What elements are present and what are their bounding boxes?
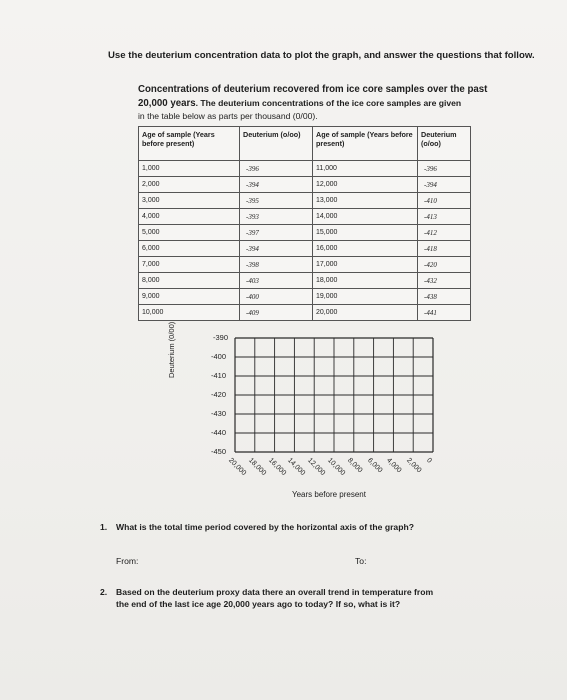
- deuterium-cell: -438: [418, 289, 471, 305]
- x-tick-label: 2,000: [405, 457, 423, 475]
- deuterium-cell: -395: [240, 193, 313, 209]
- table-header-row: [139, 127, 471, 161]
- deuterium-cell: -400: [240, 289, 313, 305]
- deuterium-cell: -412: [418, 225, 471, 241]
- from-label: From:: [116, 556, 139, 566]
- age-cell: 2,000: [139, 177, 240, 193]
- y-tick-label: -390: [213, 333, 229, 342]
- x-tick-label: 14,000: [286, 457, 307, 478]
- table-row: [139, 225, 471, 241]
- y-tick-label: -400: [211, 352, 227, 361]
- x-tick-label: 6,000: [365, 457, 383, 475]
- x-tick-label: 18,000: [246, 457, 267, 478]
- x-tick-label: 16,000: [266, 457, 287, 478]
- deuterium-cell: -420: [418, 257, 471, 273]
- age-cell: 9,000: [139, 289, 240, 305]
- y-axis-label: Deuterium (0/00): [167, 321, 176, 378]
- age-cell: 5,000: [139, 225, 240, 241]
- deuterium-cell: -393: [240, 209, 313, 225]
- deuterium-cell: -409: [240, 305, 313, 321]
- header-deuterium-2: Deuterium (o/oo): [418, 127, 471, 161]
- x-tick-label: 20,000: [227, 457, 248, 478]
- table-row: [139, 241, 471, 257]
- table-row: [139, 305, 471, 321]
- intro-line-1: Concentrations of deuterium recovered from ice core samples over the past: [138, 84, 488, 95]
- deuterium-cell: -397: [240, 225, 313, 241]
- y-tick-label: -420: [211, 390, 227, 399]
- instructions: Use the deuterium concentration data to plot the graph, and answer the questions that follow.: [108, 50, 535, 61]
- deuterium-cell: -410: [418, 193, 471, 209]
- age-cell: 19,000: [313, 289, 418, 305]
- deuterium-cell: -432: [418, 273, 471, 289]
- age-cell: 18,000: [313, 273, 418, 289]
- table-row: [139, 193, 471, 209]
- intro-line-2: [138, 97, 498, 111]
- y-tick-label: -430: [211, 409, 227, 418]
- table-row: [139, 209, 471, 225]
- table-row: [139, 273, 471, 289]
- table-row: [139, 177, 471, 193]
- age-cell: 13,000: [313, 193, 418, 209]
- question-1-number: 1.: [100, 522, 108, 532]
- intro-bold-years: 20,000 years: [138, 97, 196, 109]
- intro-line-3: in the table below as parts per thousand (0/00).: [138, 111, 318, 121]
- question-2-number: 2.: [100, 587, 108, 597]
- age-cell: 6,000: [139, 241, 240, 257]
- to-label: To:: [355, 556, 367, 566]
- deuterium-cell: -413: [418, 209, 471, 225]
- deuterium-cell: -398: [240, 257, 313, 273]
- age-cell: 10,000: [139, 305, 240, 321]
- age-cell: 3,000: [139, 193, 240, 209]
- deuterium-cell: -396: [240, 161, 313, 177]
- age-cell: 17,000: [313, 257, 418, 273]
- header-deuterium-1: Deuterium (o/oo): [240, 127, 313, 161]
- table-row: [139, 289, 471, 305]
- deuterium-cell: -394: [240, 177, 313, 193]
- deuterium-data-table: [138, 126, 471, 321]
- age-cell: 7,000: [139, 257, 240, 273]
- deuterium-cell: -403: [240, 273, 313, 289]
- age-cell: 4,000: [139, 209, 240, 225]
- age-cell: 12,000: [313, 177, 418, 193]
- y-tick-label: -450: [211, 447, 227, 456]
- age-cell: 15,000: [313, 225, 418, 241]
- x-tick-label: 10,000: [326, 457, 347, 478]
- deuterium-cell: -394: [418, 177, 471, 193]
- x-tick-label: 12,000: [306, 457, 327, 478]
- x-tick-label: 8,000: [345, 457, 364, 475]
- deuterium-cell: -418: [418, 241, 471, 257]
- age-cell: 20,000: [313, 305, 418, 321]
- age-cell: 16,000: [313, 241, 418, 257]
- header-age-1: Age of sample (Years before present): [139, 127, 240, 161]
- deuterium-cell: -441: [418, 305, 471, 321]
- intro-line-2-rest: . The deuterium concentrations of the ice core samples are given: [195, 97, 462, 108]
- intro-paragraph: [138, 84, 498, 123]
- age-cell: 14,000: [313, 209, 418, 225]
- deuterium-cell: -396: [418, 161, 471, 177]
- table-row: [139, 257, 471, 273]
- question-2-text: Based on the deuterium proxy data there an overall trend in temperature from the end of the last ice age 20,000 years ago to today? If so, what is it?: [116, 587, 434, 609]
- age-cell: 11,000: [313, 161, 418, 177]
- table-row: [139, 161, 471, 177]
- header-age-2: Age of sample (Years before present): [313, 127, 418, 161]
- y-tick-label: -410: [211, 371, 227, 380]
- x-axis-label: Years before present: [292, 490, 366, 499]
- y-tick-label: -440: [211, 428, 227, 437]
- x-tick-label: 4,000: [385, 457, 403, 475]
- question-1-text: What is the total time period covered by the horizontal axis of the graph?: [116, 522, 414, 532]
- x-tick-label: 0: [425, 457, 433, 465]
- deuterium-cell: -394: [240, 241, 313, 257]
- age-cell: 8,000: [139, 273, 240, 289]
- age-cell: 1,000: [139, 161, 240, 177]
